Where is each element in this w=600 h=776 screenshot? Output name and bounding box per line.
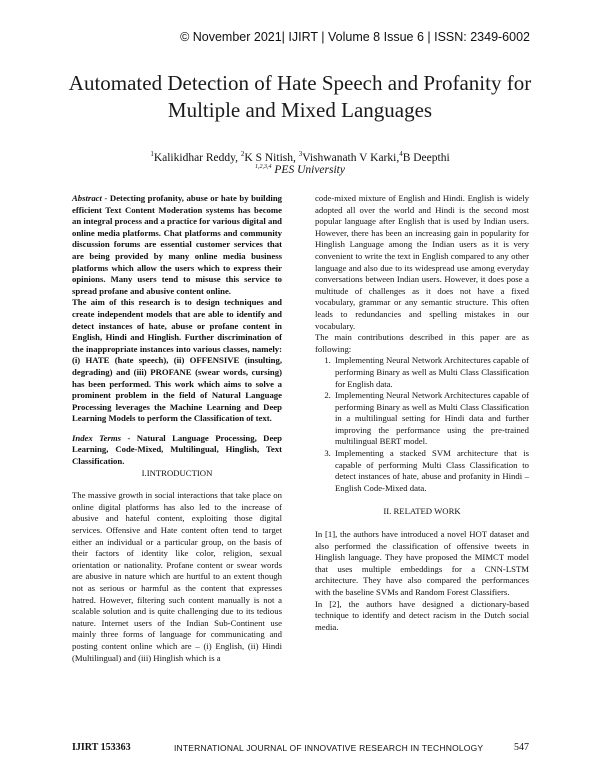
- list-item: 3. Implementing a stacked SVM architecture that is capable of performing Multi Class Classification to detect instances of hate, abuse and profanity in Hindi – English Code-Mixed data.: [333, 448, 529, 494]
- abstract-text-1: Detecting profanity, abuse or hate by building efficient Text Content Moderation systems has become an integral process and a practice for various digital and online media platforms. Chat platforms and community discussion forums are essential customer services that are being provided by many online media business platforms which allow the users which to express their opinions. Many users tend to misuse this service to spread profane and abusive content online.: [72, 193, 282, 296]
- affiliation-index: 1,2,3,4: [255, 164, 272, 171]
- index-terms: [72, 433, 282, 468]
- related-work-heading: II. RELATED WORK: [383, 506, 461, 517]
- affiliation-name: PES University: [271, 164, 345, 176]
- author-1-index: 1: [150, 150, 154, 158]
- right-column: [315, 193, 529, 633]
- title-line-1: Automated Detection of Hate Speech and Profanity for: [68, 71, 532, 95]
- contributions-list: [315, 355, 529, 494]
- related-work-paragraph-1: In [1], the authors have introduced a novel HOT dataset and also performed the classification of offensive tweets in Hinglish language. They have proposed the MIMCT model that uses multiple embeddings for a CNN-LSTM architecture. They have also compared the performances with the baseline SVMs and Random Forest Classifiers.: [315, 529, 529, 597]
- author-list: [60, 150, 540, 164]
- paper-title: [40, 70, 560, 124]
- intro-continued-paragraph: code-mixed mixture of English and Hindi. English is widely adopted all over the world and Hindi is the second most popular language after English that is used by Indian users. However, there has been an increasing gain in popularity for Hinglish Language among the Indian users as it is very convenient to write the text in English compared to any other language and also due to its widespread use among everyday conversations between Indian users. However, it does pose a multitude of challenges as it does not have a fixed vocabulary, grammar or any semantic structure. This often leads to redundancies and spelling mistakes in our vocabulary.: [315, 193, 529, 331]
- intro-heading: I.INTRODUCTION: [141, 467, 213, 478]
- list-item: 2. Implementing Neural Network Architectures capable of performing Binary as well as Multi Class Classification in a multilingual setting for Hindi data and further improving the performance using the pre-trained multilingual BERT model.: [333, 390, 529, 448]
- author-1: Kalikidhar Reddy,: [153, 151, 241, 164]
- author-2: K S Nitish,: [244, 151, 299, 164]
- author-4: B Deepthi: [402, 151, 450, 164]
- author-4-index: 4: [399, 150, 403, 158]
- journal-name: INTERNATIONAL JOURNAL OF INNOVATIVE RESEARCH IN TECHNOLOGY: [174, 743, 484, 753]
- intro-paragraph: The massive growth in social interactions that take place on online digital platforms has also led to the increase of abusive and hateful content, exploiting those digital services. Offensive and Hate content often tend to target either an individual or a particular group, on the basis of their factors of identity like color, religion, sexual orientation or nationality. Profane content or swear words are abusive in nature which are hurtful to an extent though not as serious or harmful as the content that expresses hatred. However, filtering such content manually is not a scalable solution and is quite challenging due to its tedious nature. Internet users of the Indian Sub-Continent use mainly three forms of language for communicating and posting content online which are – (i) English, (ii) Hindi (Multilingual) and (iii) Hinglish which is a: [72, 490, 282, 663]
- abstract-paragraph-1: [72, 193, 282, 297]
- affiliation: [60, 164, 540, 176]
- contributions-intro: The main contributions described in this paper are as following:: [315, 332, 529, 354]
- journal-header: © November 2021| IJIRT | Volume 8 Issue 6 | ISSN: 2349-6002: [180, 30, 530, 44]
- title-line-2: Multiple and Mixed Languages: [167, 98, 433, 122]
- index-terms-label: Index Terms: [72, 432, 122, 443]
- abstract-paragraph-2: The aim of this research is to design techniques and create independent models that are able to identify and detect instances of hate, abuse or profane content in English, Hindi and Hinglish. Further discrimination of the inappropriate instances into various classes, namely: (i) HATE (hate speech), (ii) OFFENSIVE (insulting, degrading) and (iii) PROFANE (swear words, cursing) has been performed. This work which aims to solve a prominent problem in the field of Natural Language Processing leverages the Machine Learning and Deep Learning Models to perform the Classification of text.: [72, 297, 282, 424]
- page-number: 547: [514, 742, 529, 753]
- author-3: Vishwanath V Karki,: [302, 151, 400, 164]
- author-2-index: 2: [240, 150, 245, 158]
- related-work-paragraph-2: In [2], the authors have designed a dictionary-based technique to identify and detect racism in the Dutch social media.: [315, 598, 529, 632]
- left-column: [72, 193, 282, 664]
- index-terms-text: - Natural Language Processing, Deep Learning, Code-Mixed, Multilingual, Hinglish, Text Classification.: [72, 432, 282, 467]
- paper-id: IJIRT 153363: [72, 742, 131, 753]
- author-3-index: 3: [298, 150, 303, 158]
- abstract-label: Abstract -: [72, 193, 110, 203]
- list-item: 1. Implementing Neural Network Architectures capable of performing Binary as well as Multi Class Classification for English data.: [333, 355, 529, 390]
